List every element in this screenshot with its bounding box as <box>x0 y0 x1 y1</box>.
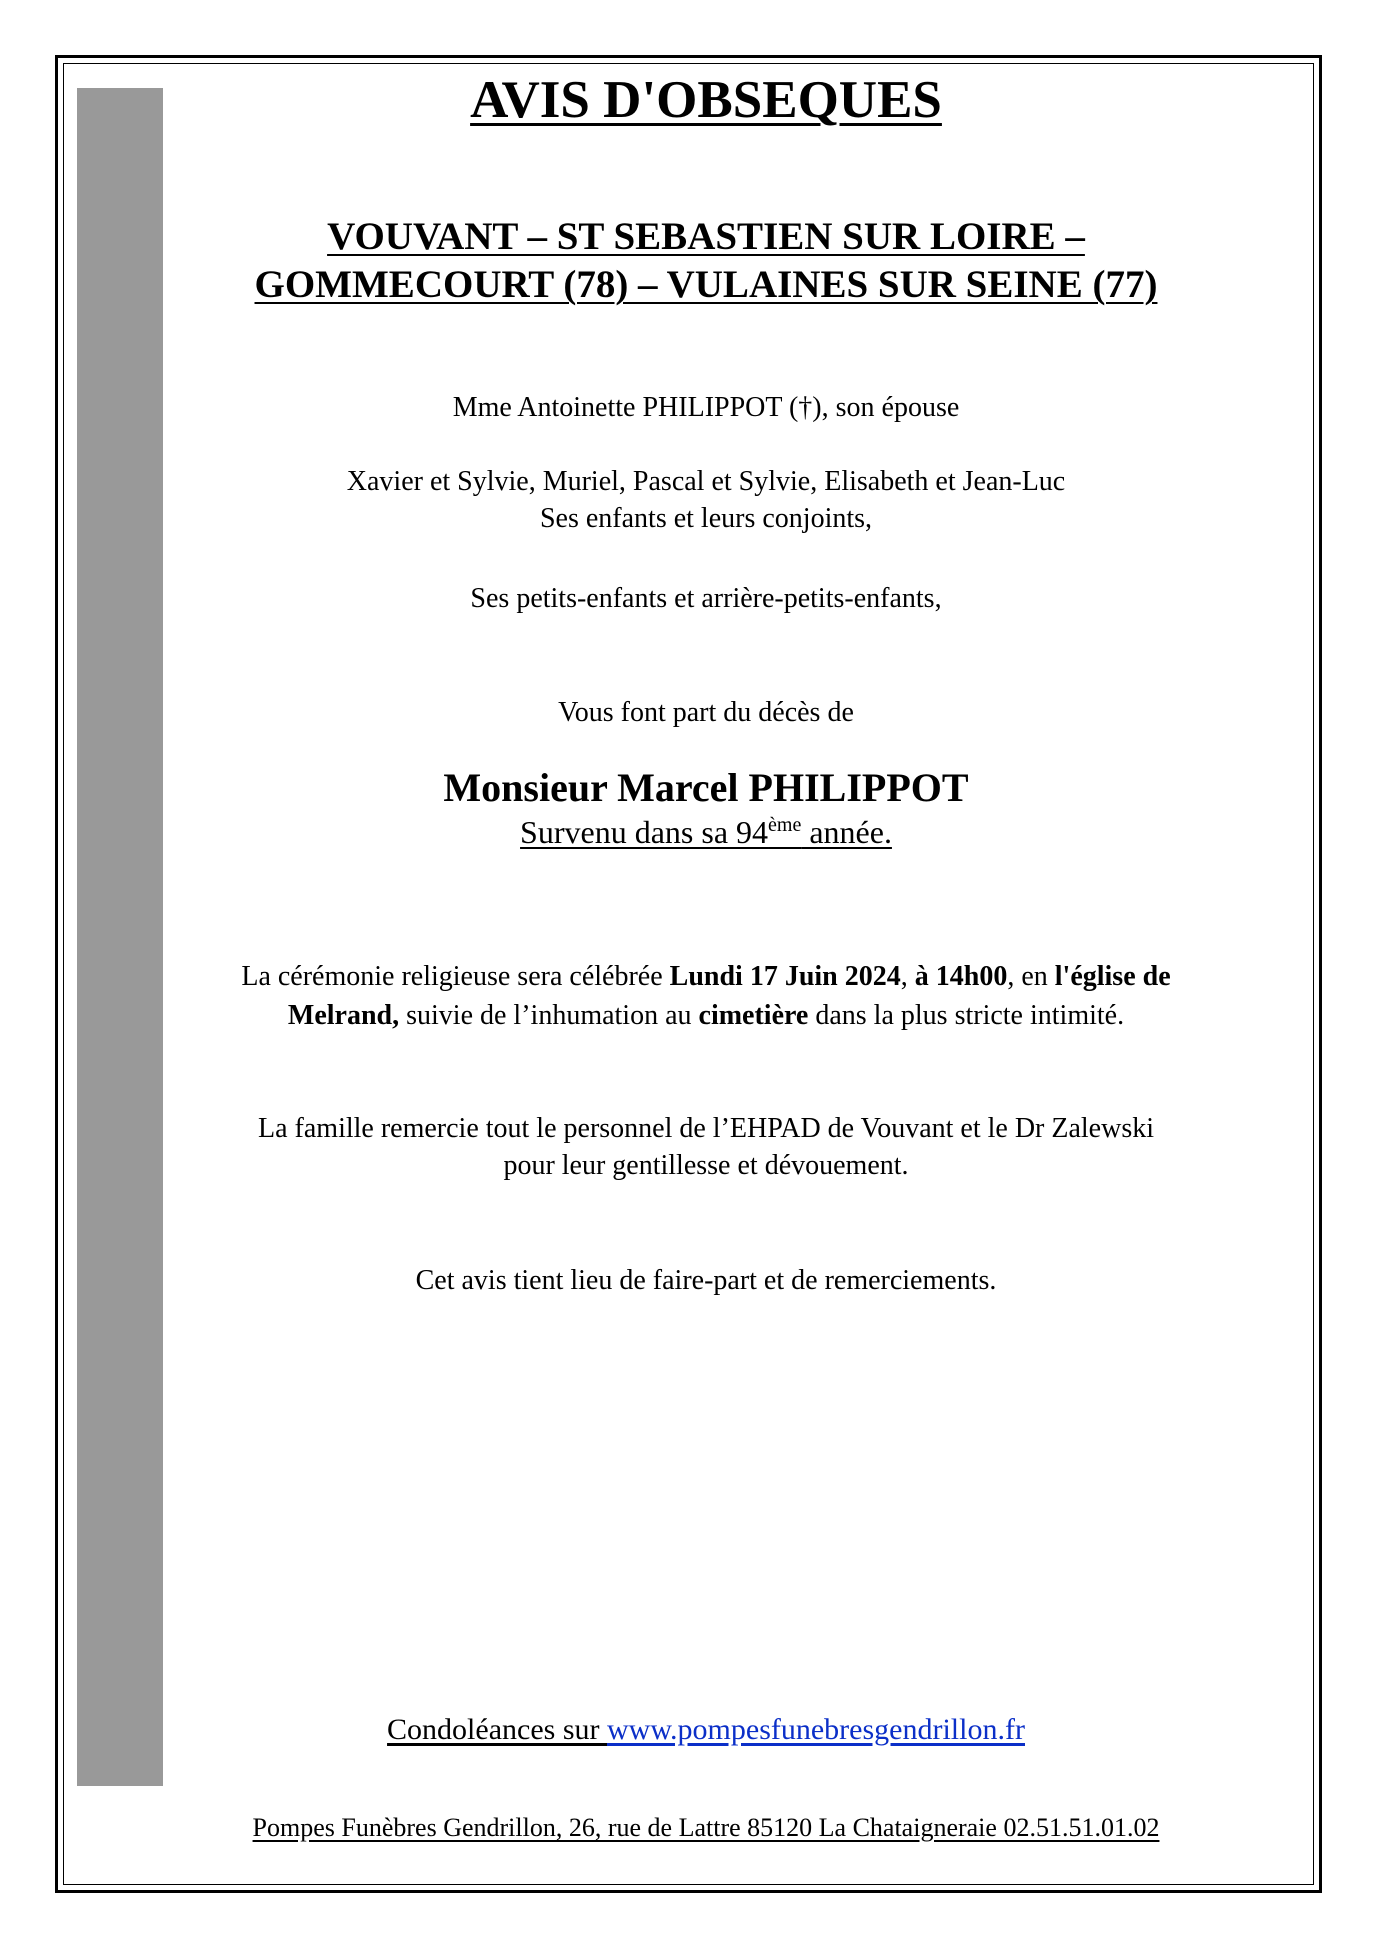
ceremony-intro: La cérémonie religieuse sera célébrée <box>241 961 670 992</box>
condolences-label: Condoléances sur <box>387 1713 607 1746</box>
age-prefix: Survenu dans sa 94 <box>520 814 769 850</box>
age-superscript: ème <box>768 814 802 836</box>
ceremony-sep-1: , <box>900 961 915 992</box>
condolences-link[interactable]: www.pompesfunebresgendrillon.fr <box>607 1713 1025 1746</box>
announce-line: Vous font part du décès de <box>558 697 854 728</box>
grandchildren-line: Ses petits-enfants et arrière-petits-enfants, <box>470 583 942 614</box>
places-line-1: VOUVANT – ST SEBASTIEN SUR LOIRE – <box>327 215 1085 258</box>
thanks-line-1: La famille remercie tout le personnel de l’EHPAD de Vouvant et le Dr Zalewski <box>258 1113 1154 1144</box>
ceremony-end: dans la plus stricte intimité. <box>808 1000 1125 1031</box>
spouse-line: Mme Antoinette PHILIPPOT (†), son épouse <box>452 392 960 423</box>
condolences-line <box>163 1713 1249 1747</box>
notice-line: Cet avis tient lieu de faire-part et de remerciements. <box>415 1265 997 1296</box>
ceremony-mid: suivie de l’inhumation au <box>399 1000 699 1031</box>
footer-address: Pompes Funèbres Gendrillon, 26, rue de Lattre 85120 La Chataigneraie 02.51.51.01.02 <box>252 1813 1160 1842</box>
ceremony-time: à 14h00 <box>914 961 1008 992</box>
notice-title: AVIS D'OBSEQUES <box>470 71 942 129</box>
children-names: Xavier et Sylvie, Muriel, Pascal et Sylvie, Elisabeth et Jean-Luc <box>346 466 1066 497</box>
age-line <box>163 814 1249 851</box>
ceremony-place-1: l'église de <box>1054 961 1171 992</box>
ceremony-cemetery: cimetière <box>698 1000 809 1031</box>
age-suffix: année. <box>801 814 892 850</box>
ceremony-sep-2: , en <box>1007 961 1055 992</box>
deceased-name: Monsieur Marcel PHILIPPOT <box>443 765 969 810</box>
ceremony-place-2: Melrand, <box>287 1000 400 1031</box>
ceremony-line-2 <box>163 1000 1249 1032</box>
thanks-line-2: pour leur gentillesse et dévouement. <box>503 1150 909 1181</box>
ceremony-line-1 <box>163 961 1249 993</box>
notice-content <box>163 0 1249 1949</box>
ceremony-date: Lundi 17 Juin 2024 <box>669 961 901 992</box>
places-line-2: GOMMECOURT (78) – VULAINES SUR SEINE (77) <box>254 263 1158 306</box>
gray-side-bar <box>77 88 163 1786</box>
children-label: Ses enfants et leurs conjoints, <box>539 503 873 534</box>
